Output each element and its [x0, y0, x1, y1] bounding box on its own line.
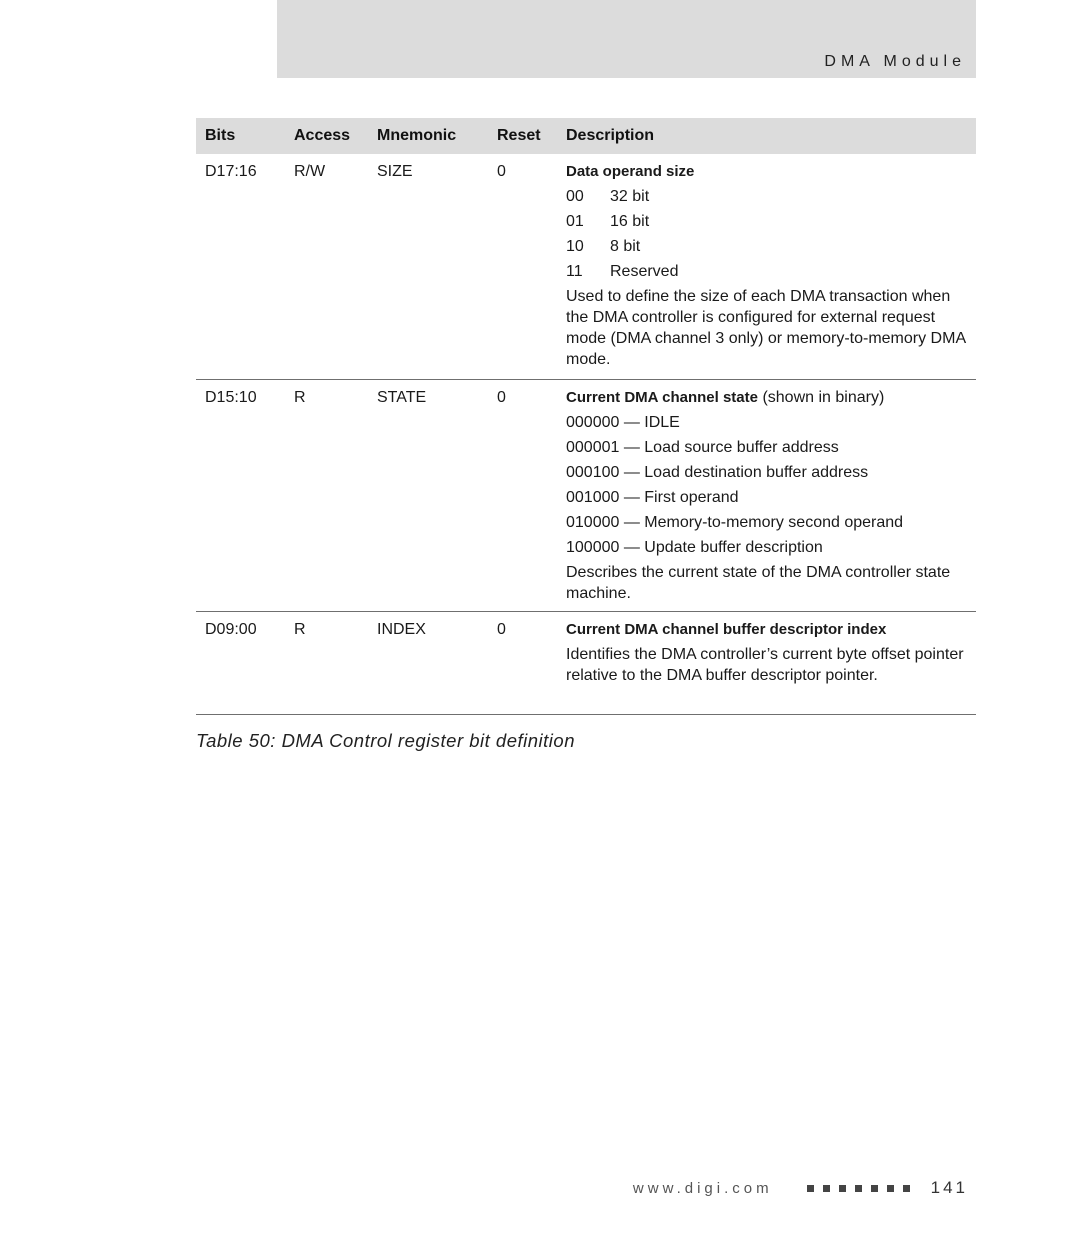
value-meaning: 16 bit [610, 213, 650, 230]
cell-reset: 0 [497, 621, 506, 638]
cell-description [566, 154, 976, 379]
table-row [196, 612, 976, 715]
value-meaning: 32 bit [610, 188, 650, 205]
square-marker-icon [871, 1185, 878, 1192]
cell-mnemonic: STATE [377, 389, 427, 406]
footer-square-markers [807, 1185, 919, 1192]
value-code: 11 [566, 263, 583, 280]
cell-bits: D15:10 [205, 389, 257, 406]
header-band [277, 0, 976, 78]
table-caption: Table 50: DMA Control register bit definition [196, 730, 575, 751]
page-footer [633, 1178, 968, 1198]
description-text: Describes the current state of the DMA controller state machine. [566, 564, 951, 602]
square-marker-icon [807, 1185, 814, 1192]
square-marker-icon [887, 1185, 894, 1192]
list-item: 100000 — Update buffer description [566, 539, 823, 556]
value-code: 00 [566, 188, 584, 205]
footer-url: www.digi.com [632, 1179, 773, 1197]
cell-access: R [294, 621, 306, 638]
list-item: 001000 — First operand [566, 489, 739, 506]
cell-mnemonic: SIZE [377, 163, 413, 180]
description-heading: Current DMA channel buffer descriptor index [566, 621, 887, 638]
cell-reset: 0 [497, 163, 506, 180]
description-text: Used to define the size of each DMA transaction when the DMA controller is configured for external request mode (DMA channel 3 only) or memory-to-memory DMA mode. [566, 288, 966, 368]
page-number: 141 [930, 1178, 968, 1197]
list-item [566, 211, 970, 232]
section-title: DMA Module [824, 53, 966, 70]
description-heading: Data operand size [566, 163, 695, 180]
list-item: 010000 — Memory-to-memory second operand [566, 514, 904, 531]
register-table [196, 118, 976, 715]
list-item [566, 261, 970, 282]
cell-access: R/W [294, 163, 326, 180]
description-heading-note: (shown in binary) [762, 389, 885, 406]
list-item [566, 186, 970, 207]
column-header-bits: Bits [205, 127, 236, 144]
cell-reset: 0 [497, 389, 506, 406]
value-code: 10 [566, 238, 584, 255]
column-header-description: Description [566, 127, 655, 144]
list-item: 000100 — Load destination buffer address [566, 464, 869, 481]
square-marker-icon [903, 1185, 910, 1192]
value-code: 01 [566, 213, 584, 230]
cell-bits: D17:16 [205, 163, 257, 180]
column-header-reset: Reset [497, 127, 541, 144]
list-item [566, 236, 970, 257]
cell-mnemonic: INDEX [377, 621, 426, 638]
value-meaning: 8 bit [610, 238, 641, 255]
column-header-mnemonic: Mnemonic [377, 127, 457, 144]
table-row [196, 380, 976, 612]
table-row [196, 154, 976, 380]
square-marker-icon [855, 1185, 862, 1192]
column-header-access: Access [294, 127, 351, 144]
table-header [196, 118, 976, 154]
cell-description [566, 612, 976, 714]
list-item: 000000 — IDLE [566, 414, 680, 431]
square-marker-icon [823, 1185, 830, 1192]
description-text: Identifies the DMA controller’s current byte offset pointer relative to the DMA buffer descriptor pointer. [566, 646, 964, 684]
description-heading: Current DMA channel state [566, 389, 758, 406]
cell-description [566, 380, 976, 611]
value-meaning: Reserved [610, 263, 679, 280]
description-heading-line [566, 387, 970, 408]
list-item: 000001 — Load source buffer address [566, 439, 839, 456]
square-marker-icon [839, 1185, 846, 1192]
cell-access: R [294, 389, 306, 406]
cell-bits: D09:00 [205, 621, 257, 638]
